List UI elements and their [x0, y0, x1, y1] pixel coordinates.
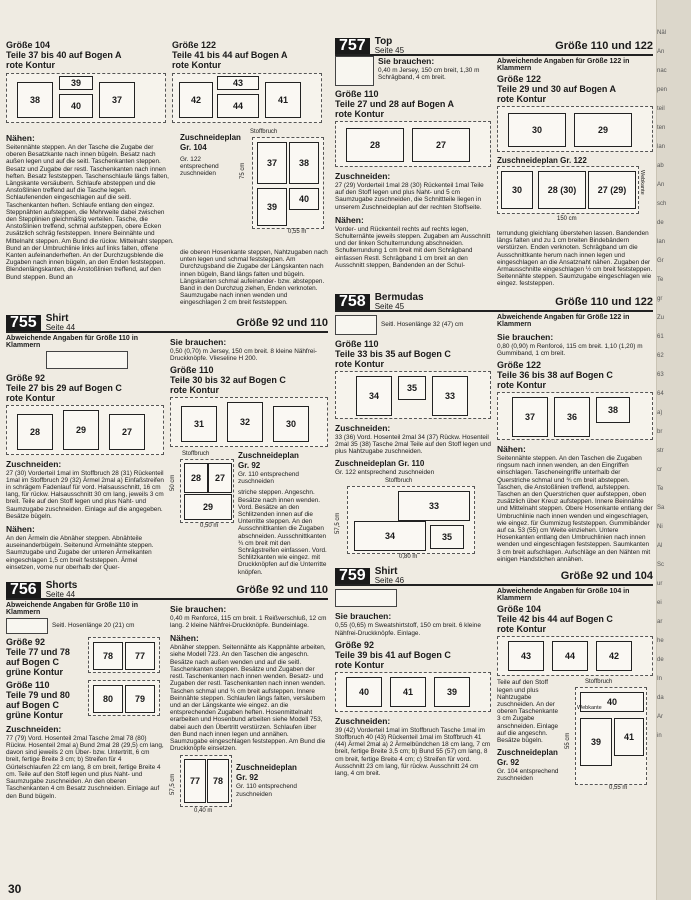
edge-line: he: [657, 638, 664, 644]
edge-line: cr: [657, 467, 662, 473]
parts-sketch: [497, 106, 653, 152]
cutting-heading: Zuschneiden:: [6, 723, 62, 734]
pattern-piece: 33: [432, 376, 468, 416]
needs-heading: Sie brauchen:: [170, 603, 227, 614]
width-label: 0,55 m: [609, 785, 628, 792]
pattern-piece: 38: [289, 142, 319, 184]
plan-title: Zuschneideplan Gr. 110: [335, 459, 425, 469]
pattern-piece: 27 (29): [588, 171, 636, 209]
sewing-text: An den Ärmeln die Abnäher steppen. Abnähteile auseinanderbügeln. Seitenund Ärmelnähte steppen. Saumzugabe und Zugabe der unteren Ärmelkanten eingeschlagen 1,5 cm breit feststeppen. Ärmel einsetzen, vorne nur oberhalb der Quer-: [6, 535, 154, 571]
plan-title: Zuschneideplan: [236, 763, 297, 773]
pattern-piece: 41: [614, 718, 644, 756]
sewing-heading: Nähen:: [6, 133, 35, 143]
plan-note: Gr. 104 entsprechend zuschneiden: [497, 768, 559, 783]
pattern-piece: 44: [552, 641, 588, 671]
parts-label: Teile 30 bis 32 auf Bogen C: [170, 375, 286, 386]
size-104-block: [6, 40, 166, 123]
edge-text: [657, 30, 691, 740]
contour-label: rote Kontur: [497, 380, 546, 391]
parts-sketch: [335, 371, 491, 419]
model-name: Shirt: [45, 312, 69, 324]
parts-label: Teile 27 bis 29 auf Bogen C: [6, 382, 122, 393]
parts-sketch: [6, 405, 164, 455]
model-sizes: Größe 92 und 104: [560, 570, 653, 583]
pattern-piece: 78: [93, 642, 123, 670]
plan-note: Gr. 110 entsprechend zuschneiden: [238, 471, 299, 486]
model-page: Seite 45: [374, 301, 405, 311]
sewing-text: Vorder- und Rückenteil rechts auf rechts legen, Schulternähte jeweils steppen. Zugaben am Ausschnitt und der linken Schulterrundung abschneiden. Schulterrundung 1 cm breit mit dem Schrägband einfassen Restl. Schrägband 1 cm breit an den Ausschnitt steppen, Bandenden an der Schul-: [335, 225, 491, 269]
pattern-piece: 40: [580, 692, 644, 712]
edge-line: ar: [657, 619, 663, 625]
plan-note: Gr. 122 entsprechend zuschneiden: [180, 156, 219, 178]
section-755: [6, 333, 328, 576]
model-sizes: Größe 110 und 122: [555, 295, 653, 308]
model-name: Top: [374, 36, 393, 47]
section-759: [335, 586, 653, 795]
parts-label: Teile 39 bis 41 auf Bogen C: [335, 649, 451, 660]
plan-title: Zuschneideplan: [238, 451, 299, 461]
parts-label: Teile 77 und 78 auf Bogen C: [6, 646, 70, 667]
cutting-heading: Zuschneiden:: [335, 422, 391, 433]
width-label: 150 cm: [557, 216, 577, 222]
column-right: [335, 0, 653, 795]
fold-label: Stoffbruch: [585, 679, 613, 686]
edge-line: An: [657, 49, 665, 55]
selvage-label: Webkante: [577, 705, 602, 712]
height-label: 75 cm: [240, 162, 246, 179]
pattern-piece: 28 (30): [538, 171, 586, 209]
pattern-piece: 39: [580, 718, 612, 766]
contour-label: rote Kontur: [172, 60, 221, 70]
edge-line: Te: [657, 486, 664, 492]
model-number: 759: [335, 568, 370, 584]
needs-text: 0,40 m Jersey, 150 cm breit, 1,30 m Schrägband, 4 cm breit.: [377, 67, 480, 82]
edge-line: gr: [657, 296, 663, 302]
model-page: Seite 46: [374, 576, 405, 586]
sewing-heading: Nähen:: [497, 444, 526, 455]
needs-text: 0,40 m Renforcé, 115 cm breit. 1 Reißverschluß, 12 cm lang. 2 kleine Nähfrei-Druckknöpfe. Bundeinlage.: [170, 614, 327, 630]
cutting-plan-diagram: [335, 478, 491, 564]
model-sizes: Größe 92 und 110: [236, 583, 328, 596]
pattern-piece: 37: [257, 142, 287, 184]
pattern-piece: 39: [59, 76, 93, 90]
contour-label: rote Kontur: [497, 94, 546, 104]
cutting-plan-104: [180, 129, 328, 307]
edge-line: nac: [657, 68, 667, 74]
pattern-piece: 39: [257, 188, 287, 226]
edge-line: An: [657, 182, 665, 188]
cutting-plan-diagram: [170, 451, 234, 531]
model-sizes: Größe 92 und 110: [236, 316, 328, 329]
pattern-piece: 77: [184, 759, 206, 803]
edge-line: ur: [657, 581, 663, 587]
cutting-text: 33 (36) Vord. Hosenteil 2mal 34 (37) Rückw. Hosenteil 2mal 35 (38) Tasche 2mal Teile auf den Stoff legen und plus Nahtzugabe zuschneiden.: [335, 433, 491, 456]
section-header-758: [335, 291, 653, 312]
shirt-sketch: [335, 589, 397, 607]
parts-label: Teile 27 und 28 auf Bogen A: [335, 99, 455, 109]
cutting-heading: Zuschneiden:: [6, 458, 62, 469]
plan-note: Gr. 110 entsprechend zuschneiden: [236, 783, 297, 798]
size-label: Größe 110: [6, 679, 50, 690]
model-name: Shorts: [45, 579, 78, 591]
edge-line: In: [657, 676, 663, 682]
size-label: Größe 92: [335, 639, 375, 650]
pattern-piece: 80: [93, 685, 123, 713]
deviation-note: Abweichende Angaben für Größe 110 in Klammern: [6, 334, 138, 349]
model-name: Shirt: [374, 566, 398, 578]
pattern-piece: 30: [501, 171, 533, 209]
edge-line: de: [657, 220, 664, 226]
deviation-note: Abweichende Angaben für Größe 122 in Klammern: [497, 313, 630, 328]
pattern-piece: 78: [207, 759, 229, 803]
model-name: Bermudas: [374, 291, 424, 303]
pattern-piece: 35: [430, 525, 464, 549]
edge-line: 62: [657, 353, 664, 359]
pattern-piece: 29: [574, 113, 632, 147]
edge-line: ei: [657, 600, 662, 606]
contour-label: grüne Kontur: [6, 666, 63, 677]
sewing-heading: Nähen:: [335, 214, 364, 225]
fold-label: Stoffbruch: [385, 478, 413, 485]
pattern-piece: 79: [125, 685, 155, 713]
pattern-piece: 28: [17, 414, 53, 450]
pattern-piece: 40: [289, 188, 319, 210]
pattern-piece: 41: [390, 677, 426, 707]
width-label: 0,80 m: [399, 554, 418, 561]
first-instructions: [6, 129, 328, 307]
needs-heading: Sie brauchen:: [497, 331, 554, 342]
size-label: Größe 92: [6, 636, 46, 647]
model-number: 756: [6, 582, 41, 598]
parts-sketch: [497, 636, 653, 676]
sewing-text-continued: die oberen Hosenkante steppen, Nahtzugaben nach unten legen und schmal feststeppen. Am Durchzugsband die Zugabe der Längskanten nach innen bügeln, Band längs falten und bügeln. Längskanten schmal aufeinander- bzw. absteppen. Band in den Durchzug ziehen, Enden verknoten. Saumzugabe nach innen wenden und eingeschlagen 2 cm breit feststeppen.: [180, 249, 328, 307]
cutting-heading: Zuschneiden:: [335, 171, 391, 181]
pattern-piece: 39: [434, 677, 470, 707]
edge-line: 61: [657, 334, 664, 340]
parts-label: Teile 33 bis 35 auf Bogen C: [335, 348, 451, 359]
section-header-759: [335, 568, 653, 586]
pattern-piece: 41: [265, 82, 301, 118]
pattern-piece: 40: [346, 677, 382, 707]
parts-label: Teile 79 und 80 auf Bogen C: [6, 689, 70, 710]
pattern-piece: 42: [596, 641, 632, 671]
needs-heading: Sie brauchen:: [377, 56, 435, 66]
edge-line: Te: [657, 277, 664, 283]
edge-line: ab: [657, 163, 664, 169]
edge-line: sch: [657, 201, 667, 207]
pattern-piece: 40: [59, 94, 93, 118]
height-label: 55 cm: [565, 733, 571, 750]
contour-label: grüne Kontur: [6, 709, 63, 720]
layout-text: Teile auf den Stoff legen und plus Nahtzugabe zuschneiden. An der oberen Taschenkante 3 cm Zugabe anschneiden. Einlage auf die angeschn. Besätze bügeln.: [497, 679, 559, 745]
cutting-heading: Zuschneiden:: [335, 715, 391, 726]
width-label: 0,40 m: [194, 808, 213, 815]
pattern-piece: 31: [181, 406, 217, 442]
edge-line: Sc: [657, 562, 665, 568]
section-758: [335, 312, 653, 565]
pattern-piece: 30: [508, 113, 566, 147]
section-header-756: [6, 579, 328, 600]
sewing-text-continued: terrundung gleichlang überstehen lassen. Bandenden längs falten und zu 1 cm breiten Bindebändern verstürzen. Enden verknoten. Schrägband um die Ausschnittkante herum nach innen legen und eingeschlagen an die Ansatznaht nähen. Zugaben der Armausschnitte eingeschlagen ½ cm breit feststeppen. Seitennähte steppen. Saumzugabe eingeschlagen wie eingez. feststeppen.: [497, 230, 653, 288]
pattern-piece: 77: [125, 642, 155, 670]
size-122-block: [172, 40, 322, 123]
pattern-piece: 37: [512, 397, 548, 437]
contour-label: rote Kontur: [6, 392, 55, 403]
cutting-text: 39 (42) Vorderteil 1mal im Stoffbruch Tasche 1mal im Stoffbruch 40 (43) Rückenteil 1mal im Stoffbruch 41 (44) Ärmel 2mal a) 2 Ärmelbündchen 18 cm lang, 7 cm breit, fertige Breite 3,5 cm; b) Bund 55 (57) cm lang, 8 cm breit, fertige Breite 4 cm; c) Streifen für vord. Ausschnitt 23 cm lang, für rückw. Ausschnitt 24 cm lang, 4 cm breit.: [335, 726, 491, 778]
size-label: Größe 122: [172, 40, 217, 50]
section-header-757: [335, 38, 653, 56]
fold-label: Stoffbruch: [182, 451, 210, 458]
pattern-piece: 44: [217, 94, 259, 118]
edge-line: ten: [657, 125, 666, 131]
column-left: [6, 0, 328, 817]
edge-line: 63: [657, 372, 664, 378]
parts-sketch: [172, 73, 322, 123]
edge-line: lan: [657, 144, 666, 150]
pattern-piece: 42: [179, 82, 213, 118]
sewing-text-continued: striche steppen. Angeschn. Besätze nach innen wenden. Vord. Besätze an den Schlitzenden innen auf die Unterritte steppen. An den Ausschnittkanten die Zugaben abschneiden. Ausschnittkanten ¾ cm breit mit den Schrägstreifen einfassen. Vord. Schlitzkanten wie eingez. mit Druckknöpfen auf die Unterritte knöpfen.: [238, 489, 327, 576]
sewing-instructions: [6, 129, 174, 307]
parts-sketch: [170, 397, 328, 447]
edge-line: 64: [657, 391, 664, 397]
parts-sketch: [88, 637, 160, 673]
leg-length: Seitl. Hosenlänge 32 (47) cm: [381, 321, 464, 329]
model-page: Seite 44: [45, 589, 76, 599]
edge-line: a): [657, 410, 663, 416]
sewing-text: Seitennähte steppen. An der Tasche die Zugabe der oberen Besatzkante nach innen bügeln. Besatz nach außen legen und auf die seitl. Taschenkanten steppen. Besatz und Zugabe der restl. Taschenkanten nach innen heften. Besatz feststeppen. Taschenschlaufe längs falten, Längskante versäubern. Schlaufe absteppen und die Anstoßlinien treffend auf die Tasche legen. Schlaufenenden eingeschlagen auf die seitl. Taschenkanten heften. Schlaufe entlang den eingez. Steppnähten aufsteppen, die Mehrweite dabei zwischen den Stepplinien gleichmäßig verteilen. Tasche, die Anstoßlinien treffend, schmal aufsteppen, obere Ecken zusätzlich schräg feststeppen. Innere Beinnähte und Mittelnaht steppen. Am Bund die rückw. Mittelnaht steppen. Bund an der Umbruchlinie links auf links falten, offene Kanten aufeinanderheften. An der Durchzugsblende die Zugaben nach innen bügeln, an den Enden feststeppen. Blendenlängskanten, die Anstoßlinien treffend, auf den Bund steppen. Bund an: [6, 144, 174, 281]
contour-label: rote Kontur: [335, 659, 384, 670]
parts-label: Teile 41 bis 44 auf Bogen A: [172, 50, 288, 60]
section-757: [335, 56, 653, 288]
plan-title: Zuschneideplan: [497, 748, 558, 758]
pattern-piece: 34: [356, 376, 392, 416]
pattern-piece: 27: [412, 128, 470, 162]
edge-line: str: [657, 448, 664, 454]
edge-line: Gr: [657, 258, 664, 264]
size-label: Größe 110: [335, 89, 379, 99]
needs-text: 0,50 (0,70) m Jersey, 150 cm breit. 8 kleine Nähfrei-Druckknöpfe. Vlieseline H 200.: [170, 347, 317, 362]
edge-line: de: [657, 657, 664, 663]
model-page: Seite 44: [45, 322, 76, 332]
adjacent-page-edge: [656, 0, 691, 900]
plan-title: Zuschneideplan: [180, 133, 241, 142]
pattern-piece: 29: [184, 494, 232, 520]
model-sizes: Größe 110 und 122: [555, 40, 653, 52]
size-label: Größe 122: [497, 360, 542, 371]
pattern-piece: 43: [508, 641, 544, 671]
shirt-sketch: [46, 351, 128, 369]
contour-label: rote Kontur: [335, 358, 384, 369]
plan-note: Gr. 122 entsprechend zuschneiden: [335, 469, 435, 477]
pattern-piece: 27: [109, 414, 145, 450]
pattern-piece: 36: [554, 397, 590, 437]
section-header-755: [6, 312, 328, 333]
pattern-piece: 29: [63, 410, 99, 450]
needs-heading: Sie brauchen:: [335, 611, 392, 622]
size-label: Größe 110: [170, 365, 214, 376]
edge-line: da: [657, 695, 664, 701]
contour-label: rote Kontur: [497, 624, 546, 635]
sewing-heading: Nähen:: [6, 524, 35, 535]
size-label: Größe 104: [6, 40, 51, 50]
needs-text: 0,55 (0,65) m Sweatshirtstoff, 150 cm breit. 6 kleine Nähfrei-Druckknöpfe. Einlage.: [335, 622, 481, 637]
edge-line: Näl: [657, 30, 667, 36]
pattern-piece: 28: [184, 463, 208, 493]
edge-line: teil: [657, 106, 665, 112]
pattern-piece: 43: [217, 76, 259, 90]
deviation-note: Abweichende Angaben für Größe 122 in Klammern: [497, 58, 630, 72]
cutting-plan-diagram: [170, 755, 232, 817]
page-number: 30: [8, 882, 22, 896]
cutting-text: 27 (30) Vorderteil 1mal im Stoffbruch 28 (31) Rückenteil 1mal im Stoffbruch 29 (32) Ärmel 2mal a) Einfaßstreifen in schrägem Fadenlauf für vord. Halsausschnitt, 16 cm lang, für rückw. Halsausschnitt 30 cm lang, jeweils 3 cm breit. Teile auf den Stoff legen und plus Naht- und Saumzugabe zuschneiden. Einlage auf die angegeben. Besätze bügeln.: [6, 469, 164, 520]
size-label: Größe 110: [335, 338, 379, 349]
size-label: Größe 122: [497, 74, 542, 84]
needs-text: 0,80 (0,90) m Renforcé, 115 cm breit. 1,10 (1,20) m Gummiband, 1 cm breit.: [497, 342, 643, 357]
edge-line: Al: [657, 543, 663, 549]
pattern-piece: 38: [596, 397, 630, 423]
bermudas-sketch: [335, 315, 377, 335]
deviation-note: Abweichende Angaben für Größe 110 in Klammern: [6, 601, 138, 616]
plan-title: Zuschneideplan: [497, 156, 558, 165]
size-label: Größe 92: [6, 372, 46, 383]
pattern-piece: 37: [99, 82, 135, 118]
fold-label: Stoffbruch: [250, 129, 278, 135]
pattern-piece: 35: [398, 376, 426, 400]
parts-sketch: [335, 121, 491, 167]
plan-size: Gr. 92: [238, 461, 261, 471]
contour-label: rote Kontur: [335, 109, 384, 119]
parts-sketch: [88, 680, 160, 716]
contour-label: rote Kontur: [6, 60, 55, 70]
top-parts-row: [6, 40, 328, 123]
model-number: 758: [335, 294, 370, 310]
edge-line: lan: [657, 239, 666, 245]
parts-sketch: [6, 73, 166, 123]
model-number: 757: [335, 38, 370, 54]
sewing-text: Seitennähte steppen. An den Taschen die Zugaben ringsum nach innen wenden, an den Eingriffen einschlagen. Tascheneingriffe unterhalb der Querstriche schmal und ¾ cm breit absteppen. Taschen, die Anstoßlinien treffend, aufsteppen. Taschen an den Querstrichen quer aufsteppen, oben zusätzlich über Kreuz aufsteppen. Innere Beinnähte und Mittelnaht steppen. Obere Hosenkante entlang der Umbruchlinie nach innen wenden und eingeschlagen, wie eingez. für Gummizug feststeppen. Gummibänder auf ca. 53 (55) cm Weite einziehen. Untere Hosenkanten entlang den Umbruchlinien nach innen wenden und eingeschlagen feststeppen. Saumkanten 3 cm breit aufschlagen. Aufschläge an den Nähten mit einigen Handstichen annähen.: [497, 455, 653, 563]
width-label: 0,50 m: [200, 523, 219, 530]
deviation-note: Abweichende Angaben für Größe 104 in Klammern: [497, 588, 630, 603]
pattern-piece: 33: [398, 491, 470, 521]
pattern-piece: 30: [273, 406, 309, 442]
model-number: 755: [6, 315, 41, 331]
height-label: 50 cm: [170, 474, 176, 492]
parts-label: Teile 37 bis 40 auf Bogen A: [6, 50, 122, 60]
cutting-text: 27 (29) Vorderteil 1mal 28 (30) Rückenteil 1mal Teile auf den Stoff legen und plus Naht- und 5 cm Saumzugabe zuschneiden, die Schnittteile liegen in unserem Zuschneideplan auf der rechten Stoffseite.: [335, 182, 484, 211]
parts-label: Teile 29 und 30 auf Bogen A: [497, 84, 617, 94]
plan-size: Gr. 104: [180, 143, 207, 152]
sewing-heading: Nähen:: [170, 633, 199, 644]
parts-sketch: [497, 392, 653, 440]
edge-line: pen: [657, 87, 668, 93]
edge-line: br: [657, 429, 663, 435]
pattern-piece: 38: [17, 82, 53, 118]
cutting-text: 77 (79) Vord. Hosenteil 2mal Tasche 2mal 78 (80) Rückw. Hosenteil 2mal a) Bund 2mal 28 (29,5) cm lang, davon sind jeweils 2 cm Über- bzw. Untertritt, 6 cm breit, fertige Breite 3 cm; b) Streifen für 4 Gürtelschlaufen 22 cm lang, 8 cm breit, fertige Breite 4 cm. Teile auf den Stoff legen und plus Naht- und Saumzugabe zuschneiden. An den oberen Taschenkanten 4 cm Besatz zuschneiden. Einlage auf den Bund bügeln.: [6, 734, 164, 800]
size-label: Größe 104: [497, 604, 542, 615]
height-label: 57,5 cm: [335, 513, 341, 535]
pattern-piece: 28: [346, 128, 404, 162]
cutting-plan-diagram: [565, 679, 649, 795]
parts-label: Teile 36 bis 38 auf Bogen C: [497, 370, 613, 381]
pattern-piece: 32: [227, 402, 263, 442]
contour-label: rote Kontur: [170, 385, 219, 396]
section-756: [6, 600, 328, 817]
cutting-plan-diagram: [240, 129, 326, 241]
edge-line: Ar: [657, 714, 663, 720]
parts-sketch: [335, 672, 491, 712]
selvage-label: Webkante: [639, 170, 645, 195]
needs-heading: Sie brauchen:: [170, 336, 227, 347]
top-sketch: [335, 56, 374, 86]
parts-label: Teile 42 bis 44 auf Bogen C: [497, 614, 613, 625]
pattern-piece: 27: [208, 463, 232, 493]
pattern-piece: 34: [354, 521, 426, 551]
plan-size: Gr. 122: [560, 156, 587, 165]
edge-line: Sa: [657, 505, 665, 511]
edge-line: Zu: [657, 315, 665, 321]
cutting-plan-diagram: [497, 166, 653, 230]
width-label: 0,55 m: [288, 229, 307, 235]
edge-line: in: [657, 733, 662, 739]
sewing-text: Abnäher steppen. Seitennähte als Kappnähte arbeiten, siehe Modell 723. An den Taschen die angeschn. Besätze nach außen wenden und auf die seitl. Taschenkanten steppen. Besätze und Zugaben der restl. Taschenkanten nach innen wenden. Besatz- und Zugaben der restl. Taschenkanten nach innen wenden. Taschen schmal und ¾ cm breit aufsteppen. Innere Beinnähte steppen. Schlaufen längs falten, versäubern und an der Längskante wie eingez. an die entsprechenden Zugaben heften. Hosenmittelnaht erarbeiten und Hosenbund arbeiten siehe Modell 753, dabei auch den Übertritt verstürzen. Schlaufen über den Bund nach innen legen und annähen. Saumzugabe eingeschlagen feststeppen. Am Bund die Druckknöpfe einsetzen.: [170, 644, 326, 753]
plan-size: Gr. 92: [497, 758, 520, 768]
height-label: 57,5 cm: [170, 773, 176, 796]
shorts-sketch: [6, 618, 48, 634]
model-page: Seite 45: [374, 46, 405, 55]
leg-length: Seitl. Hosenlänge 20 (21) cm: [52, 622, 135, 630]
edge-line: Ni: [657, 524, 663, 530]
plan-size: Gr. 92: [236, 773, 259, 783]
